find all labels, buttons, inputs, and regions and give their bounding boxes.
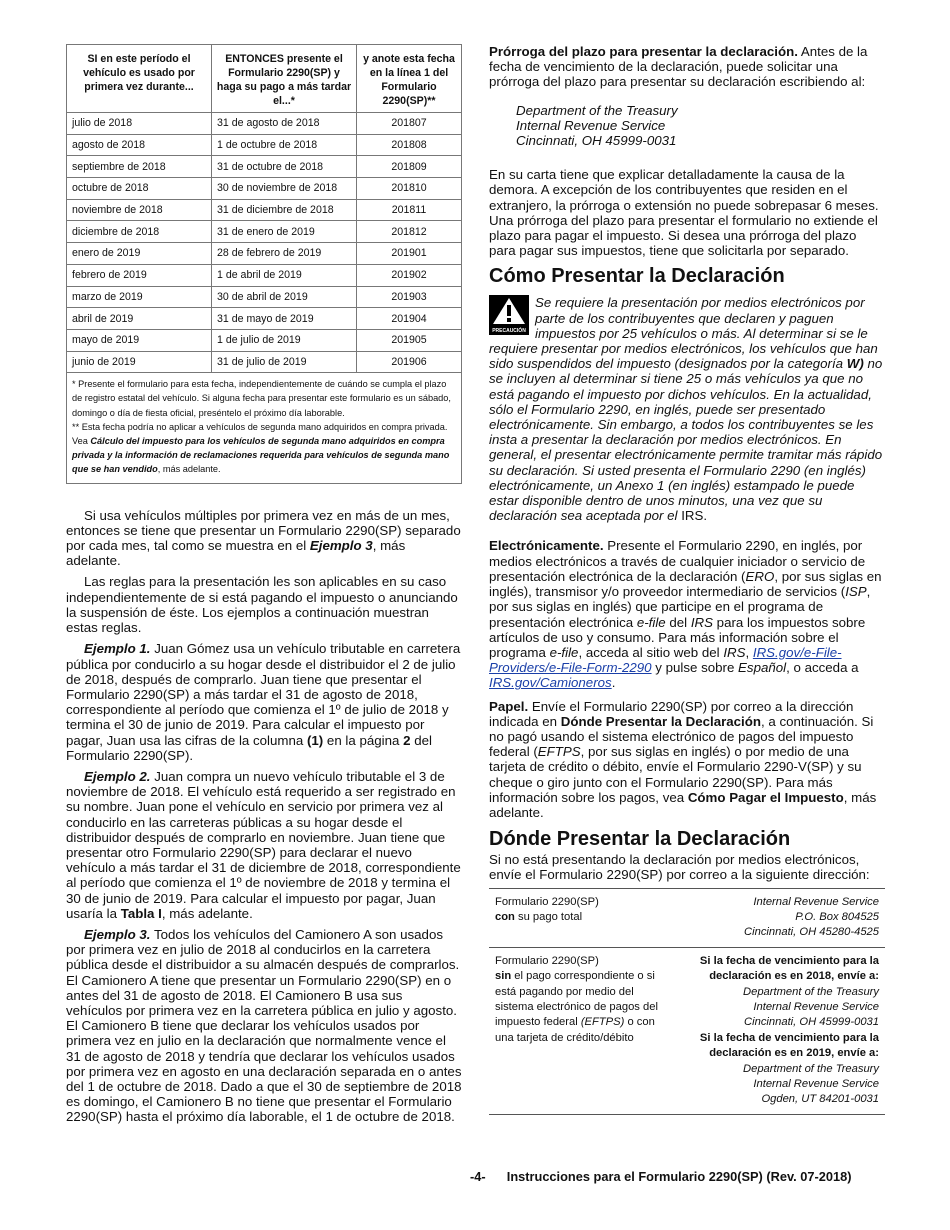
mail-row-address: Internal Revenue Service P.O. Box 804525 Cincinnati, OH 45280-4525 bbox=[675, 888, 885, 947]
line1-code-cell: 201807 bbox=[357, 113, 462, 135]
extension-paragraph: Prórroga del plazo para presentar la declaración. Antes de la fecha de vencimiento de la declaración, puede solicitar una prórroga del plazo para presentar su declaración escribiendo al: bbox=[489, 44, 868, 90]
example-3: Ejemplo 3. Todos los vehículos del Camionero A son usados por primera vez en julio de 2018 al conducirlos en la carretera pública desde el distribuidor a su almacén después de comprarlos. El Camionero A tiene que presentar un Formulario 2290(SP) en o antes del 31 de agosto de 2018. El Camionero B usa sus vehículos por primera vez en la carretera pública en julio y agosto. El Camionero B tiene que declarar los vehículos usados por primera vez en julio en la declaración que normalmente vence el 31 de agosto de 2018 y tendría que declarar los vehículos usados por primera vez en agosto en una declaración separada en o antes del 1 de octubre de 2018. Dado a que el 30 de septiembre de 2018 es domingo, el Camionero B no tiene que presentar el Formulario 2290(SP) hasta el próximo día laborable, el 1 de octubre de 2018. bbox=[66, 926, 462, 1125]
line1-code-cell: 201904 bbox=[357, 308, 462, 330]
first-use-month-cell: enero de 2019 bbox=[67, 243, 212, 265]
due-date-cell: 1 de julio de 2019 bbox=[212, 329, 357, 351]
line1-code-cell: 201902 bbox=[357, 264, 462, 286]
line1-code-cell: 201809 bbox=[357, 156, 462, 178]
example-1: Ejemplo 1. Juan Gómez usa un vehículo tributable en carretera pública por conducirlo a su hogar desde el distribuidor el 2 de julio de 2018, después de comprarlo. Juan tiene que presentar el Formulario 2290(SP) a más tardar el 31 de agosto de 2018, correspondiente al período que comienza el 1º de julio de 2018 y termina el 30 de junio de 2019. Para calcular el impuesto por pagar, Juan usa las cifras de la columna (1) en la página 2 del Formulario 2290(SP). bbox=[66, 641, 461, 763]
table-row bbox=[67, 134, 462, 156]
page-number: -4- bbox=[470, 1169, 486, 1184]
filing-dates-table bbox=[66, 44, 462, 484]
efile-form-2290-link[interactable]: IRS.gov/e-File-Providers/e-File-Form-2290 bbox=[489, 644, 842, 676]
line1-code-cell: 201810 bbox=[357, 178, 462, 200]
heading-como-presentar: Cómo Presentar la Declaración bbox=[489, 265, 785, 288]
mail-row-without-payment bbox=[489, 947, 885, 1114]
due-date-cell: 31 de julio de 2019 bbox=[212, 351, 357, 373]
letter-paragraph: En su carta tiene que explicar detalladamente la causa de la demora. A excepción de los contribuyentes que residen en el extranjero, la prórroga o extensión no puede sobrepasar 6 meses. Una prórroga del plazo para presentar el formulario no extiende el plazo para pagar el impuesto. Si desea una prórroga del plazo para pagar sus impuestos, tiene que solicitarla por separado. bbox=[489, 167, 879, 259]
extension-address: Department of the Treasury Internal Revenue Service Cincinnati, OH 45999-0031 bbox=[516, 102, 678, 149]
donde-paragraph: Si no está presentando la declaración por medios electrónicos, envíe el Formulario 2290(SP) por correo a la siguiente dirección: bbox=[489, 852, 870, 883]
caution-block bbox=[489, 295, 885, 523]
line1-code-cell: 201811 bbox=[357, 199, 462, 221]
due-date-cell: 31 de enero de 2019 bbox=[212, 221, 357, 243]
table-row bbox=[67, 156, 462, 178]
due-date-cell: 28 de febrero de 2019 bbox=[212, 243, 357, 265]
right-column bbox=[489, 44, 885, 1115]
table-notes bbox=[67, 373, 462, 483]
paragraph-rules: Las reglas para la presentación les son aplicables en su caso independientemente de si está pagando el impuesto o anunciando la suspensión de éste. Los ejemplos a continuación muestran estas reglas. bbox=[66, 574, 458, 636]
first-use-month-cell: septiembre de 2018 bbox=[67, 156, 212, 178]
first-use-month-cell: agosto de 2018 bbox=[67, 134, 212, 156]
table-header: SI en este período el vehículo es usado por primera vez durante... bbox=[67, 45, 212, 113]
footer-title: Instrucciones para el Formulario 2290(SP) (Rev. 07-2018) bbox=[506, 1169, 852, 1184]
table-header: ENTONCES presente el Formulario 2290(SP) y haga su pago a más tardar el...* bbox=[212, 45, 357, 113]
due-date-cell: 1 de abril de 2019 bbox=[212, 264, 357, 286]
caution-label: PRECAUCIÓN bbox=[492, 328, 526, 335]
table-header: y anote esta fecha en la línea 1 del Formulario 2290(SP)** bbox=[357, 45, 462, 113]
table-row bbox=[67, 264, 462, 286]
line1-code-cell: 201808 bbox=[357, 134, 462, 156]
mail-row-label: Formulario 2290(SP) sin el pago correspondiente o si está pagando por medio del sistema electrónico de pagos del impuesto federal (EFTPS) o con una tarjeta de crédito/débito bbox=[489, 947, 675, 1114]
table-note-1: * Presente el formulario para esta fecha, independientemente de cuándo se cumpla el plazo de registro estatal del vehículo. Si alguna fecha para presentar este formulario es un sábado, domingo o día de fiesta oficial, preséntelo el próximo día laborable. bbox=[72, 379, 451, 418]
mailing-address-table bbox=[489, 888, 885, 1115]
table-row bbox=[67, 286, 462, 308]
table-header-row bbox=[67, 45, 462, 113]
table-row bbox=[67, 308, 462, 330]
due-date-cell: 31 de diciembre de 2018 bbox=[212, 199, 357, 221]
due-date-cell: 31 de agosto de 2018 bbox=[212, 113, 357, 135]
first-use-month-cell: diciembre de 2018 bbox=[67, 221, 212, 243]
caution-icon bbox=[489, 295, 529, 335]
first-use-month-cell: marzo de 2019 bbox=[67, 286, 212, 308]
due-date-cell: 31 de mayo de 2019 bbox=[212, 308, 357, 330]
page-footer bbox=[470, 1169, 851, 1184]
first-use-month-cell: junio de 2019 bbox=[67, 351, 212, 373]
line1-code-cell: 201905 bbox=[357, 329, 462, 351]
mail-row-address: Si la fecha de vencimiento para la declaración es en 2018, envíe a: Department of the Treasury Internal Revenue Service Cincinnati, OH 45999-0031 Si la fecha de vencimiento para la declaración es en 2019, envíe a: Department of the Treasury Internal Revenue Service Ogden, UT 84201-0031 bbox=[675, 947, 885, 1114]
first-use-month-cell: noviembre de 2018 bbox=[67, 199, 212, 221]
line1-code-cell: 201903 bbox=[357, 286, 462, 308]
due-date-cell: 30 de noviembre de 2018 bbox=[212, 178, 357, 200]
paper-paragraph: Papel. Envíe el Formulario 2290(SP) por correo a la dirección indicada en Dónde Presentar la Declaración, a continuación. Si no pagó usando el sistema electrónico de pagos del impuesto federal (EFTPS, por sus siglas en inglés) o por medio de una tarjeta de crédito o débito, envíe el Formulario 2290-V(SP) y su cheque o giro junto con el Formulario 2290(SP). Para más información sobre los pagos, vea Cómo Pagar el Impuesto, más adelante. bbox=[489, 698, 877, 820]
paragraph-multiple-months: Si usa vehículos múltiples por primera vez en más de un mes, entonces se tiene que presentar un Formulario 2290(SP) separado por cada mes, tal como se muestra en el Ejemplo 3, más adelante. bbox=[66, 507, 461, 569]
table-row bbox=[67, 113, 462, 135]
due-date-cell: 31 de octubre de 2018 bbox=[212, 156, 357, 178]
example-2: Ejemplo 2. Juan compra un nuevo vehículo tributable el 3 de noviembre de 2018. El vehículo está requerido a ser registrado en su nombre. Juan pone el vehículo en servicio por primera vez al conducirlo en las carreteras públicas a su hogar desde el distribuidor después de comprarlo en noviembre. Juan tiene que presentar otro Formulario 2290(SP) para declarar el nuevo vehículo a más tardar el 31 de diciembre de 2018, correspondiente al período que comienza el 1º de noviembre de 2018 y termina el 30 de junio de 2019. Para calcular el impuesto por pagar, Juan usaría la Tabla I, más adelante. bbox=[66, 768, 461, 921]
camioneros-link[interactable]: IRS.gov/Camioneros bbox=[489, 675, 612, 691]
line1-code-cell: 201812 bbox=[357, 221, 462, 243]
line1-code-cell: 201906 bbox=[357, 351, 462, 373]
table-note-2: ** Esta fecha podría no aplicar a vehículos de segunda mano adquiridos en compra privada. Vea Cálculo del impuesto para los vehículos de segunda mano adquiridos en compra privada y la información de reclamaciones requerida para vehículos de segunda mano que se han vendido, más adelante. bbox=[72, 421, 450, 475]
table-row bbox=[67, 221, 462, 243]
due-date-cell: 30 de abril de 2019 bbox=[212, 286, 357, 308]
caution-text: Se requiere la presentación por medios electrónicos por parte de los contribuyentes que declaren y paguen impuestos por 25 vehículos o más. Al determinar si se le requiere presentar por medios electrónicos, los vehículos que han sido suspendidos del impuesto (designados por la categoría W) no se incluyen al determinar si tiene 25 o más vehículos ya que no está pagando el impuesto por dichos vehículos. En la actualidad, sólo el Formulario 2290, en inglés, puede ser presentado electrónicamente. Sin embargo, a todos los contribuyentes se les insta a presentar la declaración por medios electrónicos. En general, el presentar electrónicamente permite tramitar más rápido su declaración. Si usted presenta el Formulario 2290 (en inglés) electrónicamente, un Anexo 1 (en inglés) estampado le puede estar disponible dentro de unos minutos, una vez que su declaración sea aceptada por el IRS. bbox=[489, 295, 883, 524]
heading-donde-presentar: Dónde Presentar la Declaración bbox=[489, 828, 791, 851]
left-column bbox=[66, 44, 462, 1125]
mail-row-label: Formulario 2290(SP) con su pago total bbox=[489, 888, 675, 947]
table-row bbox=[67, 243, 462, 265]
table-row bbox=[67, 351, 462, 373]
first-use-month-cell: febrero de 2019 bbox=[67, 264, 212, 286]
first-use-month-cell: julio de 2018 bbox=[67, 113, 212, 135]
table-row bbox=[67, 199, 462, 221]
due-date-cell: 1 de octubre de 2018 bbox=[212, 134, 357, 156]
table-row bbox=[67, 178, 462, 200]
table-row bbox=[67, 329, 462, 351]
line1-code-cell: 201901 bbox=[357, 243, 462, 265]
first-use-month-cell: abril de 2019 bbox=[67, 308, 212, 330]
first-use-month-cell: mayo de 2019 bbox=[67, 329, 212, 351]
electronic-paragraph: Electrónicamente. Presente el Formulario 2290, en inglés, por medios electrónicos a través de cualquier iniciador o servicio de presentación electrónica de la declaración (ERO, por sus siglas en inglés), transmisor y/o proveedor intermediario de servicios (ISP, por sus siglas en inglés) que participe en el programa de presentación electrónica e-file del IRS para los impuestos sobre artículos de uso y consumo. Para más información sobre el programa e-file, acceda al sitio web del IRS, IRS.gov/e-File-Providers/e-File-Form-2290 y pulse sobre Español, o acceda a IRS.gov/Camioneros. bbox=[489, 538, 882, 691]
first-use-month-cell: octubre de 2018 bbox=[67, 178, 212, 200]
mail-row-with-payment bbox=[489, 888, 885, 947]
